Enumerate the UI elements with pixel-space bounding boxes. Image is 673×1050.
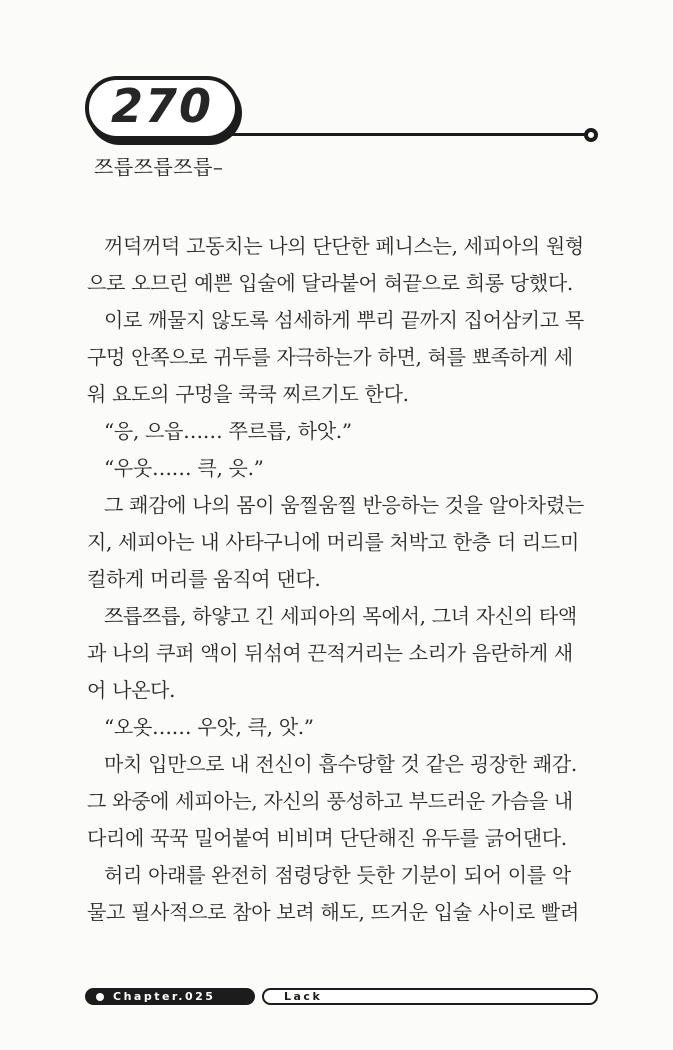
text-line: 과 나의 쿠퍼 액이 뒤섞여 끈적거리는 소리가 음란하게 새 xyxy=(87,641,573,665)
chapter-badge xyxy=(85,988,255,1005)
text-line: 컬하게 머리를 움직여 댄다. xyxy=(87,567,321,591)
chapter-label: Chapter.025 xyxy=(113,990,216,1003)
text-line: 이로 깨물지 않도록 섬세하게 뿌리 끝까지 집어삼키고 목 xyxy=(104,308,584,332)
page-number: 270 xyxy=(110,79,214,133)
text-line: 지, 세피아는 내 사타구니에 머리를 처박고 한층 더 리드미 xyxy=(87,530,579,554)
text-line: 워 요도의 구멍을 쿡쿡 찌르기도 한다. xyxy=(87,382,409,406)
text-line: 으로 오므린 예쁜 입술에 달라붙어 혀끝으로 희롱 당했다. xyxy=(87,271,573,295)
text-line: 구멍 안쪽으로 귀두를 자극하는가 하면, 혀를 뾰족하게 세 xyxy=(87,345,573,369)
text-line: 마치 입만으로 내 전신이 흡수당할 것 같은 굉장한 쾌감. xyxy=(104,752,577,776)
bullet-dot-icon xyxy=(96,993,104,1001)
ring-icon xyxy=(584,128,598,142)
header-rule xyxy=(230,133,588,136)
book-label-pill xyxy=(262,988,598,1005)
text-line: “응, 으읍…… 쭈르릅, 하앗.” xyxy=(104,419,352,443)
text-line: 그 쾌감에 나의 몸이 움찔움찔 반응하는 것을 알아차렸는 xyxy=(104,493,584,517)
page-header xyxy=(85,76,598,144)
text-line: 허리 아래를 완전히 점령당한 듯한 기분이 되어 이를 악 xyxy=(104,863,571,887)
text-line: 쯔릅쯔릅, 하얗고 긴 세피아의 목에서, 그녀 자신의 타액 xyxy=(104,604,577,628)
text-line: 그 와중에 세피아는, 자신의 풍성하고 부드러운 가슴을 내 xyxy=(87,789,573,813)
body-text xyxy=(87,228,607,931)
text-line: 꺼덕꺼덕 고동치는 나의 단단한 페니스는, 세피아의 원형 xyxy=(104,234,584,258)
text-line: “우웃…… 큭, 읏.” xyxy=(104,456,264,480)
sound-effect-text: 쯔릅쯔릅쯔릅– xyxy=(94,155,224,179)
text-line: “오옷…… 우앗, 큭, 앗.” xyxy=(104,715,314,739)
page-number-badge xyxy=(85,76,239,140)
page-footer xyxy=(85,988,598,1006)
text-line: 어 나온다. xyxy=(87,678,176,702)
text-line: 물고 필사적으로 참아 보려 해도, 뜨거운 입술 사이로 빨려 xyxy=(87,900,579,924)
book-label: Lack xyxy=(284,990,323,1003)
text-line: 다리에 꾹꾹 밀어붙여 비비며 단단해진 유두를 긁어댄다. xyxy=(87,826,567,850)
